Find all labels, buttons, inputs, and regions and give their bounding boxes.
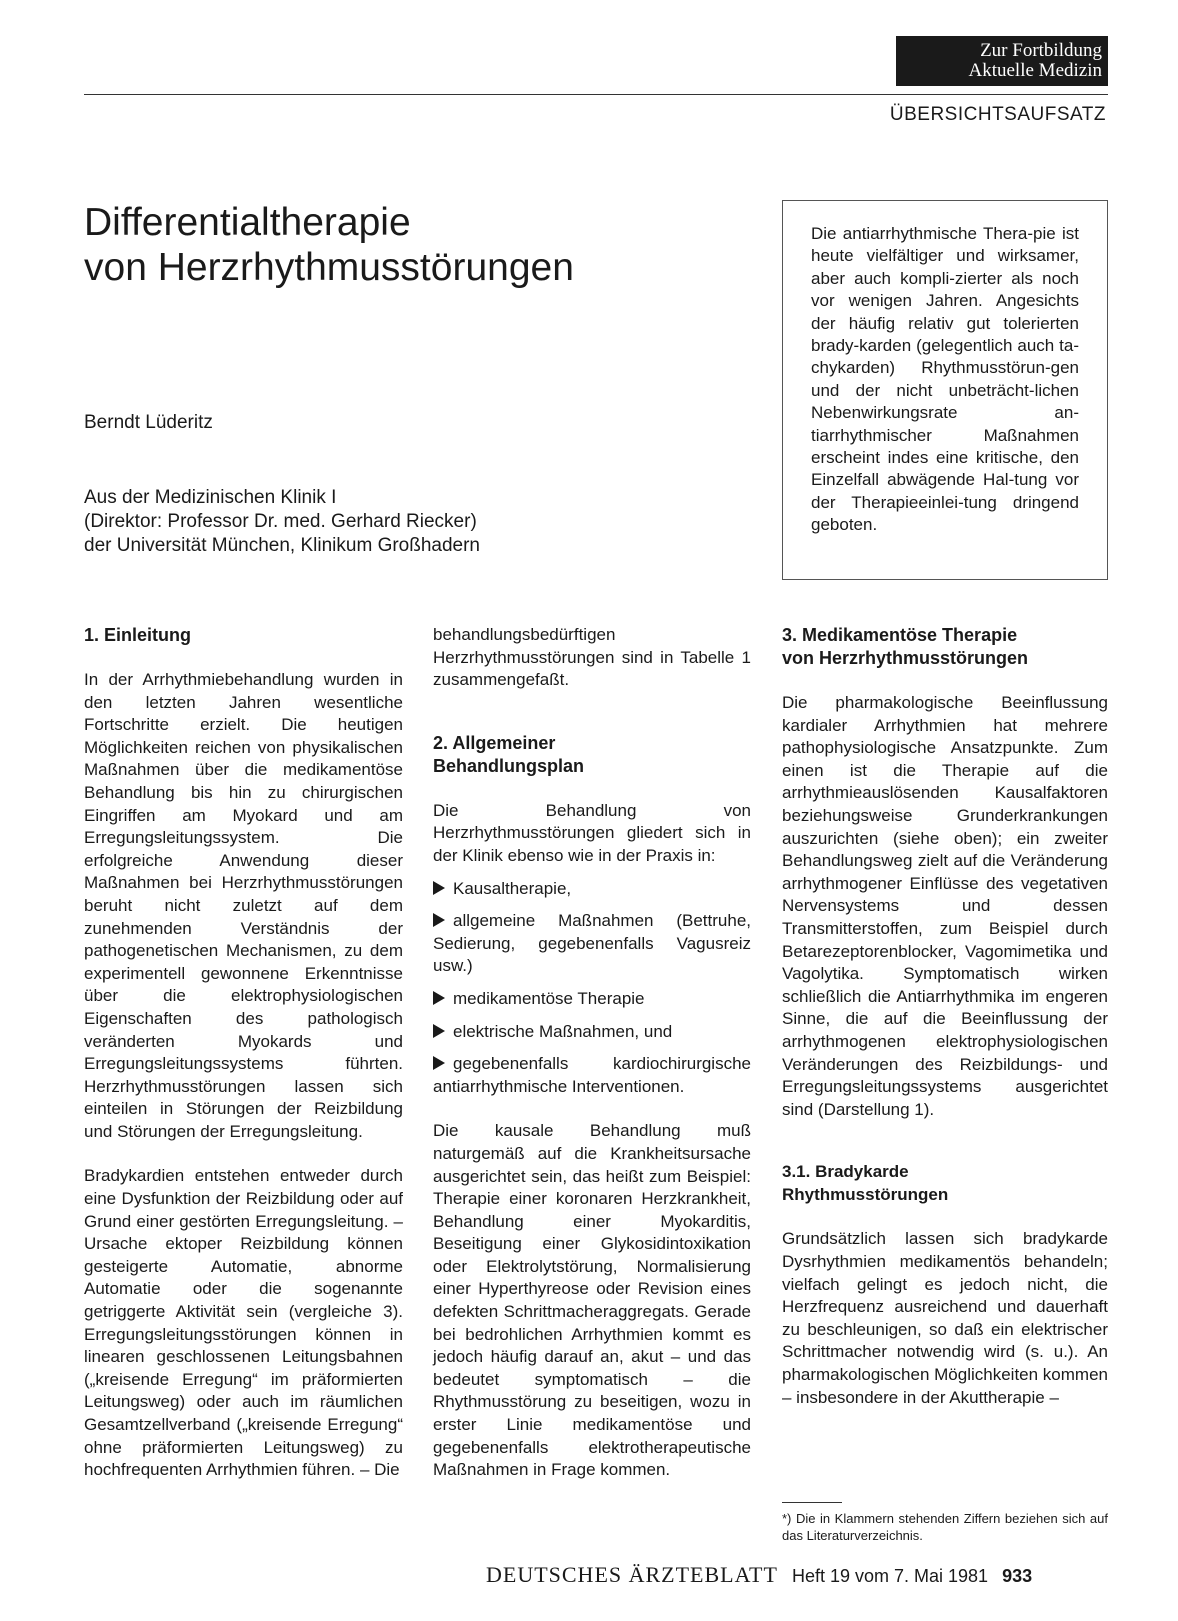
badge-line-2: Aktuelle Medizin <box>968 60 1102 81</box>
page-footer <box>486 1562 1032 1588</box>
column-1 <box>84 624 403 1504</box>
list-item <box>433 1053 751 1098</box>
section-3-heading-line-2: von Herzrhythmusstörungen <box>782 648 1029 668</box>
triangle-bullet-icon <box>433 1056 445 1070</box>
affiliation-line-2: (Direktor: Professor Dr. med. Gerhard Riecker) <box>84 511 477 532</box>
list-item <box>433 1021 751 1044</box>
section-3-1-heading-line-2: Rhythmusstörungen <box>782 1184 949 1204</box>
triangle-bullet-icon <box>433 991 445 1005</box>
section-3-1-heading <box>782 1161 1108 1206</box>
footnote-rule <box>782 1502 842 1503</box>
title-line-1: Differentialtherapie <box>84 201 411 244</box>
footnote: *) Die in Klammern stehenden Ziffern beziehen sich auf das Literaturverzeichnis. <box>782 1511 1108 1543</box>
journal-name: DEUTSCHES ÄRZTEBLATT <box>486 1562 778 1587</box>
section-3-heading <box>782 624 1108 670</box>
triangle-bullet-icon <box>433 913 445 927</box>
section-label: ÜBERSICHTSAUFSATZ <box>889 104 1106 125</box>
section-2-heading-line-2: Behandlungsplan <box>433 755 585 776</box>
article-title <box>84 200 574 290</box>
triangle-bullet-icon <box>433 881 445 895</box>
section-3-1-heading-line-1: 3.1. Bradykarde <box>782 1162 909 1182</box>
abstract-text: Die antiarrhythmische Thera-pie ist heute vielfältiger und wirksamer, aber auch kompli-zierter als noch vor wenigen Jahren. Angesichts der häufig relativ gut tolerierten brady-karden (gelegentlich auch ta-chykarden) Rhythmusstörun-gen und der nicht unbeträcht-lichen Nebenwirkungsrate an-tiarrhythmischer Maßnahmen erscheint indes eine kritische, den Einzelfall abwägende Hal-tung vor der Therapieeinlei-tung dringend geboten. <box>811 224 1079 535</box>
author-name: Berndt Lüderitz <box>84 412 213 433</box>
list-item-text: gegebenenfalls kardiochirurgische antiarrhythmische Interventionen. <box>433 1054 751 1096</box>
header-rule <box>84 94 1108 95</box>
affiliation-line-3: der Universität München, Klinikum Großhadern <box>84 535 481 556</box>
column-2 <box>433 624 751 1504</box>
column-3 <box>782 624 1108 1431</box>
page-number: 933 <box>1002 1566 1033 1586</box>
title-line-2: von Herzrhythmusstörungen <box>84 246 574 289</box>
section-2-paragraph-2: Die kausale Behandlung muß naturgemäß auf die Krankheitsursache ausgerichtet sein, das heißt zum Beispiel: Therapie einer koronaren Herzkrankheit, Behandlung einer Myokarditis, Beseitigung einer Glykosidintoxikation oder Elektrolytstörung, Normalisierung einer Hyperthyreose oder Revision eines defekten Schrittmacheraggregats. Gerade bei bedrohlichen Arrhythmien kommt es jedoch häufig darauf an, akut – und das bedeutet symptomatisch – die Rhythmusstörung zu beseitigen, wozu in erster Linie medikamentöse und gegebenenfalls elektrotherapeutische Maßnahmen in Frage kommen. <box>433 1121 751 1480</box>
department-badge <box>896 36 1108 86</box>
section-1-paragraph-1: In der Arrhythmiebehandlung wurden in den letzten Jahren wesentliche Fortschritte erzielt. Die heutigen Möglichkeiten reichen von physikalischen Maßnahmen über die medikamentöse Behandlung bis hin zu chirurgischen Eingriffen am Myokard und am Erregungsleitungssystem. Die erfolgreiche Anwendung dieser Maßnahmen bei Herzrhythmusstörungen beruht nicht zuletzt auf dem zunehmenden Verständnis der pathogenetischen Mechanismen, zu dem experimentell gewonnene Erkenntnisse über die elektrophysiologischen Eigenschaften des pathologisch veränderten Myokards und Erregungsleitungssystems führten. Herzrhythmusstörungen lassen sich einteilen in Störungen der Reizbildung und Störungen der Erregungsleitung. <box>84 670 403 1141</box>
section-2-heading-line-1: 2. Allgemeiner <box>433 732 556 753</box>
list-item-text: elektrische Maßnahmen, und <box>453 1021 673 1041</box>
section-1-paragraph-2: Bradykardien entstehen entweder durch eine Dysfunktion der Reizbildung oder auf Grund einer gestörten Erregungsleitung. – Ursache ektoper Reizbildung können gesteigerte Automatie, abnorme Automatie oder die sogenannte getriggerte Aktivität sein (vergleiche 3). Erregungsleitungsstörungen können in linearen geschlossenen Leitungsbahnen („kreisende Erregung“ im präformierten Leitungsweg) oder auch im räumlichen Gesamtzellverband („kreisende Erregung“ ohne präformierten Leitungsweg) zu hochfrequenten Arrhythmien führen. – Die <box>84 1166 403 1480</box>
abstract-box <box>782 200 1108 580</box>
section-3-paragraph-1: Die pharmakologische Beeinflussung kardialer Arrhythmien hat mehrere pathophysiologische Ansatzpunkte. Zum einen ist die Therapie auf die arrhythmieauslösenden Kausalfaktoren beziehungsweise Grunderkrankungen auszurichten (siehe oben); ein zweiter Behandlungsweg zielt auf die Veränderung arrhythmogener Einflüsse des vegetativen Nervensystems und dessen Transmitterstoffen, zum Beispiel durch Betarezeptorenblocker, Vagomimetika und Vagolytika. Symptomatisch wirken schließlich die Antiarrhythmika im engeren Sinne, die auf die Beeinflussung der arrhythmogenen elektrophysiologischen Veränderungen des Reizbildungs- und Erregungsleitungssystems ausgerichtet sind (Darstellung 1). <box>782 693 1108 1119</box>
affiliation-line-1: Aus der Medizinischen Klinik I <box>84 487 337 508</box>
list-item-text: allgemeine Maßnahmen (Bettruhe, Sedierung, gegebenenfalls Vagusreiz usw.) <box>433 911 751 976</box>
section-2-heading <box>433 732 751 778</box>
list-item-text: medikamentöse Therapie <box>453 988 645 1008</box>
section-1-continuation: behandlungsbedürftigen Herzrhythmusstörungen sind in Tabelle 1 zusammengefaßt. <box>433 625 751 690</box>
section-2-intro: Die Behandlung von Herzrhythmusstörungen gliedert sich in der Klinik ebenso wie in der Praxis in: <box>433 800 751 865</box>
triangle-bullet-icon <box>433 1024 445 1038</box>
section-3-heading-line-1: 3. Medikamentöse Therapie <box>782 625 1018 645</box>
list-item <box>433 878 751 901</box>
issue-info: Heft 19 vom 7. Mai 1981 <box>791 1566 989 1586</box>
affiliation <box>84 486 480 558</box>
list-item-text: Kausaltherapie, <box>453 878 572 898</box>
section-3-1-paragraph-1: Grundsätzlich lassen sich bradykarde Dysrhythmien medikamentös behandeln; vielfach gelingt es jedoch nicht, die Herzfrequenz ausreichend und dauerhaft zu beschleunigen, so daß ein elektrischer Schrittmacher notwendig wird (s. u.). An pharmakologischen Möglichkeiten kommen – insbesondere in der Akuttherapie – <box>782 1229 1108 1407</box>
section-1-heading: 1. Einleitung <box>84 625 192 645</box>
list-item <box>433 910 751 978</box>
list-item <box>433 988 751 1011</box>
badge-line-1: Zur Fortbildung <box>980 40 1102 61</box>
